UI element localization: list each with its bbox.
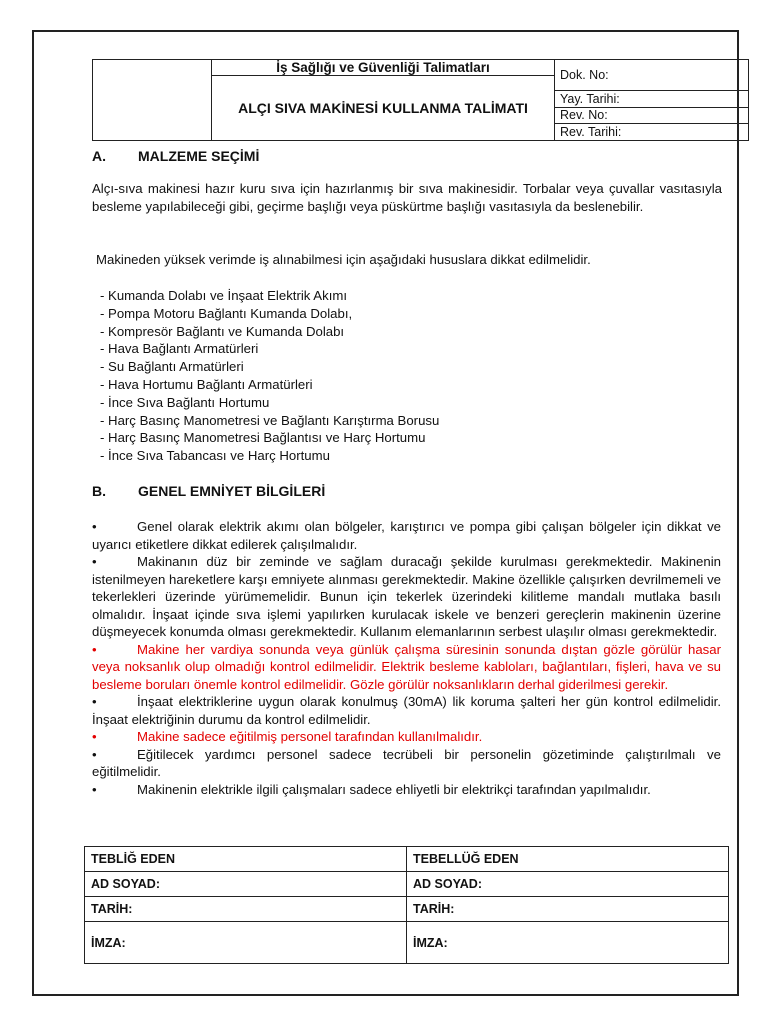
imza-right[interactable]: İMZA: — [407, 922, 729, 964]
list-item: - Harç Basınç Manometresi ve Bağlantı Karıştırma Borusu — [100, 412, 440, 428]
bullet-item: • Makinenin elektrikle ilgili çalışmaları sadece ehliyetli bir elektrikçi tarafından yapılmalıdır. — [92, 781, 651, 797]
dok-no-label: Dok. No: — [555, 60, 749, 91]
list-item: - İnce Sıva Bağlantı Hortumu — [100, 394, 270, 410]
list-item: - İnce Sıva Tabancası ve Harç Hortumu — [100, 448, 330, 464]
ad-soyad-left[interactable]: AD SOYAD: — [85, 872, 407, 897]
logo-cell — [93, 60, 212, 141]
tarih-right[interactable]: TARİH: — [407, 897, 729, 922]
bullet-item-highlighted: • Makine sadece eğitilmiş personel tarafından kullanılmalıdır. — [92, 729, 483, 744]
list-item: - Su Bağlantı Armatürleri — [100, 359, 244, 375]
ad-soyad-right[interactable]: AD SOYAD: — [407, 872, 729, 897]
document-header-table — [92, 59, 749, 141]
signature-table — [84, 846, 729, 964]
section-a-paragraph-1: Alçı-sıva makinesi hazır kuru sıva için hazırlanmış bir sıva makinesidir. Torbalar veya çuvallar vasıtasıyla besleme yapılabileceği gibi, geçirme başlığı veya püskürtme başlığı vasıtasıyla da beslenebilir. — [92, 181, 722, 214]
list-item: - Harç Basınç Manometresi Bağlantısı ve Harç Hortumu — [100, 430, 426, 446]
section-a-heading: A. MALZEME SEÇİMİ — [92, 148, 260, 164]
imza-left[interactable]: İMZA: — [85, 922, 407, 964]
rev-no-label: Rev. No: — [555, 108, 748, 124]
bullet-item: • İnşaat elektriklerine uygun olarak konulmuş (30mA) lik koruma şalteri her gün kontrol edilmelidir. İnşaat elektriğinin durumu da kontrol edilmelidir. — [92, 694, 721, 727]
header-title-top: İş Sağlığı ve Güvenliği Talimatları — [212, 60, 555, 76]
section-b-heading: B. GENEL EMNİYET BİLGİLERİ — [92, 483, 326, 499]
header-title-main: ALÇI SIVA MAKİNESİ KULLANMA TALİMATI — [212, 76, 555, 141]
list-item: - Hava Bağlantı Armatürleri — [100, 341, 259, 357]
yay-tarihi-label: Yay. Tarihi: — [555, 91, 749, 108]
bullet-item-highlighted: • Makine her vardiya sonunda veya günlük çalışma süresinin sonunda dıştan gözle görülür hasar veya noksanlık olup olmadığı kontrol edilmelidir. Elektrik besleme kabloları, bağlantıları, fişleri, hava ve su besleme boruları önemle kontrol edilmelidir. Gözle görülür noksanlıkların derhal giderilmesi gerekir. — [92, 641, 721, 692]
tarih-left[interactable]: TARİH: — [85, 897, 407, 922]
list-item: - Pompa Motoru Bağlantı Kumanda Dolabı, — [100, 305, 353, 321]
section-b-bullets — [92, 518, 721, 798]
bullet-item: • Eğitilecek yardımcı personel sadece tecrübeli bir personelin gözetiminde çalıştırılmalı ve eğitilmelidir. — [92, 746, 721, 779]
teblig-eden-label: TEBLİĞ EDEN — [85, 847, 407, 872]
tebellug-eden-label: TEBELLÜĞ EDEN — [407, 847, 729, 872]
bullet-item: • Genel olarak elektrik akımı olan bölgeler, karıştırıcı ve pompa gibi çalışan bölgeler için dikkat ve uyarıcı etiketlere dikkat edilerek çalışılmalıdır. — [92, 519, 721, 552]
list-item: - Kumanda Dolabı ve İnşaat Elektrik Akımı — [100, 288, 348, 303]
section-a-paragraph-2: Makineden yüksek verimde iş alınabilmesi için aşağıdaki hususlara dikkat edilmelidir. — [96, 252, 591, 267]
bullet-item: • Makinanın düz bir zeminde ve sağlam duracağı şekilde kurulması gerekmektedir. Makinenin istenilmeyen hareketlere karşı emniyete alınması gerekmektedir. Makine özellikle çalışırken devrilmemeli ve tekerlekleri üzerinde yürümemelidir. Bunun için tekerlek üzerindeki kilitleme mandalı mutlaka basılı olmalıdır. İnşaat içinde sıva işlemi yapılırken kurulacak iskele ve benzeri gereçlerin makinenin üzerine düşmeyecek konumda olması gerekmektedir. Kullanım elemanlarının serbest ulaşılır olması gerekmektedir. — [92, 554, 721, 639]
list-item: - Kompresör Bağlantı ve Kumanda Dolabı — [100, 323, 345, 339]
rev-tarihi-label: Rev. Tarihi: — [560, 125, 622, 139]
list-item: - Hava Hortumu Bağlantı Armatürleri — [100, 376, 313, 392]
section-a-list — [100, 287, 730, 465]
